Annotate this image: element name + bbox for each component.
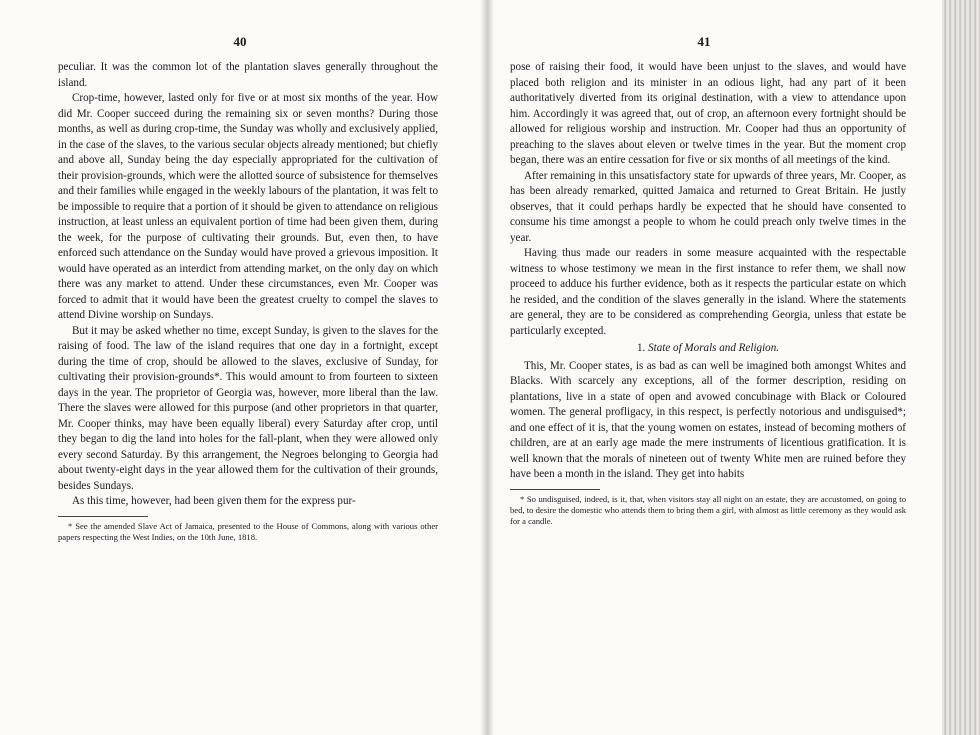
right-page-body — [510, 60, 906, 527]
footnote-rule-left — [58, 516, 148, 517]
section-heading-number: 1. — [636, 342, 646, 354]
footnote-right-text: * So undisguised, indeed, is it, that, when visitors stay all night on an estate, they are accustomed, on going to bed, to desire the domestic who attends them to bring them a girl, with almost as little ceremony as they would ask for a candle. — [510, 493, 906, 526]
section-heading — [510, 341, 906, 357]
footnote-rule-right — [510, 489, 600, 490]
page-number-right: 41 — [697, 34, 711, 49]
right-page — [486, 0, 942, 735]
footnote-left-text: * See the amended Slave Act of Jamaica, presented to the House of Commons, along with various other papers respecting the West Indies, on the 10th June, 1818. — [58, 520, 438, 542]
page-edges — [942, 0, 980, 735]
right-paragraph-2: After remaining in this unsatisfactory state for upwards of three years, Mr. Cooper, as has been already remarked, quitted Jamaica and returned to Great Britain. He justly observes, that it could perhaps hardly be expected that he should have consented to consume his time amongst a people to whom he could preach only twelve times in the year. — [510, 169, 906, 244]
footnote-left — [58, 521, 438, 543]
left-paragraph-1: peculiar. It was the common lot of the plantation slaves generally throughout the island. — [58, 61, 438, 89]
right-paragraph-4: This, Mr. Cooper states, is as bad as can well be imagined both amongst Whites and Blacks. With scarcely any exceptions, all of the former description, residing on plantations, live in a state of open and avowed concubinage with Black or Coloured women. The general profligacy, in this respect, is perfectly notorious and undisguised*; and one effect of it is, that the young women on estates, instead of becoming mothers of children, are at an early age made the mere instruments of licentious gratification. It is well known that the morals of nineteen out of twenty White men are ruined before they have been a month in the island. They get into habits — [510, 359, 906, 480]
right-paragraph-3: Having thus made our readers in some measure acquainted with the respectable witness to whose testimony we mean in the first instance to refer them, we shall now proceed to adduce his further evidence, both as it respects the particular estate on which he resided, and the condition of the slaves generally in the island. Where the statements are general, they are to be considered as comprehending Georgia, unless that estate be particularly excepted. — [510, 247, 906, 337]
left-paragraph-4: As this time, however, had been given them for the express pur- — [72, 495, 356, 507]
left-paragraph-2: Crop-time, however, lasted only for five or at most six months of the year. How did Mr. Cooper succeed during the remaining six or seven months? During those months, as well as during crop-time, the Sunday was wholly and exclusively applied, in the case of the slaves, to the various secular objects already mentioned; but chiefly and above all, Sunday being the day especially appropriated for the cultivation of their provision-grounds, which were the allotted source of subsistence for themselves and their families while engaged in the weekly labours of the plantation, it was felt to be impossible to require that a portion of it should be given to attendance on religious instruction, at least unless an equivalent portion of time had been given them, during the week, for the purpose of cultivating their grounds. But, even then, to have enforced such attendance on the Sunday would have proved a grievous imposition. It would have operated as an interdict from attending market, on the only day on which there was any market to attend. Under these circumstances, even Mr. Cooper was forced to admit that it would have been the greatest cruelty to compel the slaves to attend Divine worship on Sundays. — [58, 92, 438, 321]
left-page-body — [58, 60, 438, 543]
section-heading-title: State of Morals and Religion. — [648, 342, 780, 354]
left-paragraph-3: But it may be asked whether no time, except Sunday, is given to the slaves for the raising of food. The law of the island requires that one day in a fortnight, except during the time of crop, should be allowed to the slaves, exclusive of Sunday, for cultivating their provision-grounds*. This would amount to from fourteen to sixteen days in the year. The proprietor of Georgia was, however, more liberal than the law. There the slaves were allowed for this purpose (and other proprietors in that quarter, Mr. Cooper thinks, may have been equally liberal) every Saturday after crop, until they began to dig the land into holes for the fall-plant, when they were allowed only every second Saturday. By this arrangement, the Negroes belonging to Georgia had about twenty-eight days in the year allowed them for the cultivation of their grounds, besides Sundays. — [58, 324, 438, 492]
left-page — [0, 0, 486, 735]
page-number-left: 40 — [233, 34, 247, 49]
footnote-right — [510, 494, 906, 527]
right-paragraph-1: pose of raising their food, it would have been unjust to the slaves, and would have placed both religion and its minister in an odious light, had any part of it been authoritatively diverted from its original destination, with a view to attendance upon him. Accordingly it was agreed that, out of crop, an afternoon every fortnight should be allowed for religious worship and instruction. Mr. Cooper had thus an opportunity of preaching to the slaves about eleven or twelve times in the year. But the moment crop began, there was an entire cessation for five or six months of all meetings of the kind. — [510, 61, 906, 166]
